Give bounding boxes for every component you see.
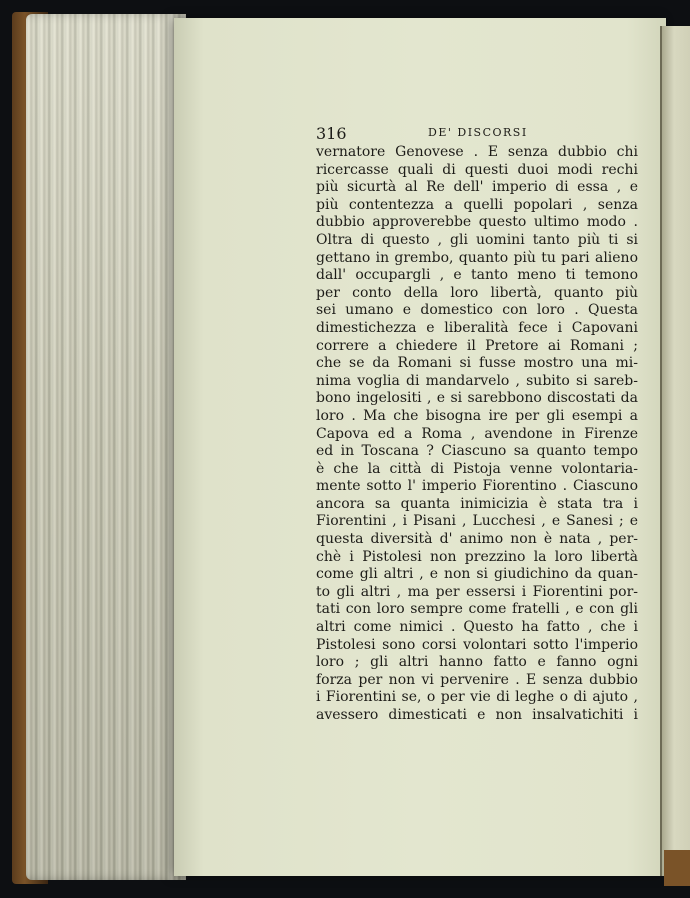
book-cover-right xyxy=(664,850,690,886)
text-line: bono ingelositi , e si sarebbono discostati da xyxy=(316,390,638,407)
body-text xyxy=(316,144,642,725)
page-stack-edges xyxy=(26,14,186,880)
text-line: forza per non vi pervenire . E senza dubbio xyxy=(316,671,638,688)
text-line: tati con loro sempre come fratelli , e con gli xyxy=(316,601,638,618)
page-header xyxy=(316,124,642,144)
text-line: avessero dimesticati e non insalvatichiti i xyxy=(316,707,638,723)
facing-page-edge xyxy=(660,26,690,876)
text-line: più contentezza a quelli popolari , senza xyxy=(316,196,638,213)
text-line: vernatore Genovese . E senza dubbio chi xyxy=(316,144,638,160)
text-line: mente sotto l' imperio Fiorentino . Ciascuno xyxy=(316,478,638,495)
page-text xyxy=(316,124,642,725)
text-line: loro ; gli altri hanno fatto e fanno ogni xyxy=(316,654,638,671)
text-line: ed in Toscana ? Ciascuno sa quanto tempo xyxy=(316,443,638,460)
text-line: i Fiorentini se, o per vie di leghe o di ajuto , xyxy=(316,689,638,706)
text-line: Oltra di questo , gli uomini tanto più ti si xyxy=(316,231,638,248)
text-line: sei umano e domestico con loro . Questa xyxy=(316,302,638,319)
text-line: altri come nimici . Questo ha fatto , che i xyxy=(316,619,638,636)
text-line: loro . Ma che bisogna ire per gli esempi a xyxy=(316,407,638,424)
text-line: Capova ed a Roma , avendone in Firenze xyxy=(316,425,638,442)
text-line: dubbio approverebbe questo ultimo modo . xyxy=(316,214,638,231)
text-line: dimestichezza e liberalità fece i Capovani xyxy=(316,319,638,336)
text-line: nima voglia di mandarvelo , subito si sareb- xyxy=(316,372,638,389)
text-line: dall' occupargli , e tanto meno ti temono xyxy=(316,267,638,284)
text-line: Fiorentini , i Pisani , Lucchesi , e Sanesi ; e xyxy=(316,513,638,530)
text-line: correre a chiedere il Pretore ai Romani ; xyxy=(316,337,638,354)
page-number: 316 xyxy=(316,124,347,143)
text-line: come gli altri , e non si giudichino da quan- xyxy=(316,566,638,583)
text-line: questa diversità d' animo non è nata , per- xyxy=(316,531,638,548)
text-line: ricercasse quali di questi duoi modi rechi xyxy=(316,161,638,178)
running-head: DE' DISCORSI xyxy=(428,126,528,139)
text-line: gettano in grembo, quanto più tu pari alieno xyxy=(316,249,638,266)
text-line: più sicurtà al Re dell' imperio di essa , e xyxy=(316,179,638,196)
text-line: to gli altri , ma per essersi i Fiorentini por- xyxy=(316,583,638,600)
text-line: è che la città di Pistoja venne volontaria- xyxy=(316,460,638,477)
text-line: che se da Romani si fusse mostro una mi- xyxy=(316,355,638,372)
text-line: per conto della loro libertà, quanto più xyxy=(316,284,638,301)
text-line: ancora sa quanta inimicizia è stata tra i xyxy=(316,495,638,512)
text-line: Pistolesi sono corsi volontari sotto l'imperio xyxy=(316,636,638,653)
text-line: chè i Pistolesi non prezzino la loro libertà xyxy=(316,548,638,565)
